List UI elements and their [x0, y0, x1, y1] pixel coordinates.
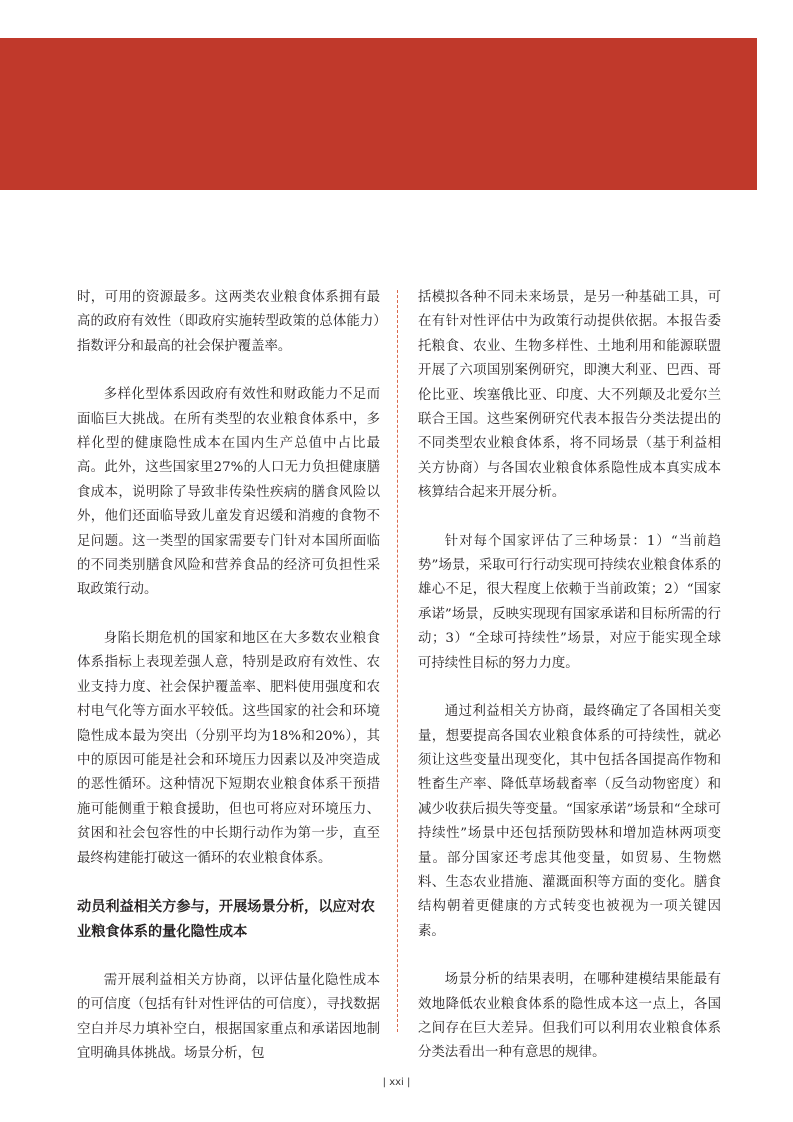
left-paragraph-4: 需开展利益相关方协商，以评估量化隐性成本的可信度（包括有针对性评估的可信度），寻找数据空白并尽力填补空白，根据国家重点和承诺因地制宜明确具体挑战。场景分析，包 [77, 972, 380, 1062]
right-column [418, 286, 721, 1090]
left-paragraph-1: 时，可用的资源最多。这两类农业粮食体系拥有最高的政府有效性（即政府实施转型政策的总体能力）指数评分和最高的社会保护覆盖率。 [77, 290, 380, 354]
right-paragraph-3: 通过利益相关方协商，最终确定了各国相关变量，想要提高各国农业粮食体系的可持续性，就必须让这些变量出现变化，其中包括各国提高作物和牲畜生产率、降低草场载畜率（反刍动物密度）和减少收获后损失等变量。“国家承诺”场景和“全球可持续性”场景中还包括预防毁林和增加造林两项变量。部分国家还考虑其他变量，如贸易、生物燃料、生态农业措施、灌溉面积等方面的变化。膳食结构朝着更健康的方式转变也被视为一项关键因素。 [418, 704, 721, 939]
section-heading: 动员利益相关方参与，开展场景分析，以应对农业粮食体系的量化隐性成本 [77, 898, 375, 940]
left-paragraph-2: 多样化型体系因政府有效性和财政能力不足而面临巨大挑战。在所有类型的农业粮食体系中，多样化型的健康隐性成本在国内生产总值中占比最高。此外，这些国家里27%的人口无力负担健康膳食成本，说明除了导致非传染性疾病的膳食风险以外，他们还面临导致儿童发育迟缓和消瘦的食物不足问题。这一类型的国家需要专门针对本国所面临的不同类别膳食风险和营养食品的经济可负担性采取政策行动。 [77, 387, 380, 598]
left-column [77, 286, 380, 1091]
right-paragraph-1: 括模拟各种不同未来场景，是另一种基础工具，可在有针对性评估中为政策行动提供依据。本报告委托粮食、农业、生物多样性、土地利用和能源联盟开展了六项国别案例研究，即澳大利亚、巴西、哥伦比亚、埃塞俄比亚、印度、大不列颠及北爱尔兰联合王国。这些案例研究代表本报告分类法提出的不同类型农业粮食体系，将不同场景（基于利益相关方协商）与各国农业粮食体系隐性成本真实成本核算结合起来开展分析。 [418, 290, 721, 501]
page-number: | xxi | [382, 1077, 411, 1088]
column-divider [397, 290, 398, 1032]
header-banner [0, 38, 757, 190]
right-paragraph-2: 针对每个国家评估了三种场景：1）“当前趋势”场景，采取可行行动实现可持续农业粮食体系的雄心不足，很大程度上依赖于当前政策；2）“国家承诺”场景，反映实现现有国家承诺和目标所需的行动；3）“全球可持续性”场景，对应于能实现全球可持续性目标的努力力度。 [418, 533, 721, 671]
left-paragraph-3: 身陷长期危机的国家和地区在大多数农业粮食体系指标上表现差强人意，特别是政府有效性、农业支持力度、社会保护覆盖率、肥料使用强度和农村电气化等方面水平较低。这些国家的社会和环境隐性成本最为突出（分别平均为18%和20%），其中的原因可能是社会和环境压力因素以及冲突造成的恶性循环。这种情况下短期农业粮食体系干预措施可能侧重于粮食援助，但也可将应对环境压力、贫困和社会包容性的中长期行动作为第一步，直至最终构建能打破这一循环的农业粮食体系。 [77, 630, 380, 866]
right-paragraph-4: 场景分析的结果表明，在哪种建模结果能最有效地降低农业粮食体系的隐性成本这一点上，各国之间存在巨大差异。但我们可以利用农业粮食体系分类法看出一种有意思的规律。 [418, 972, 721, 1061]
